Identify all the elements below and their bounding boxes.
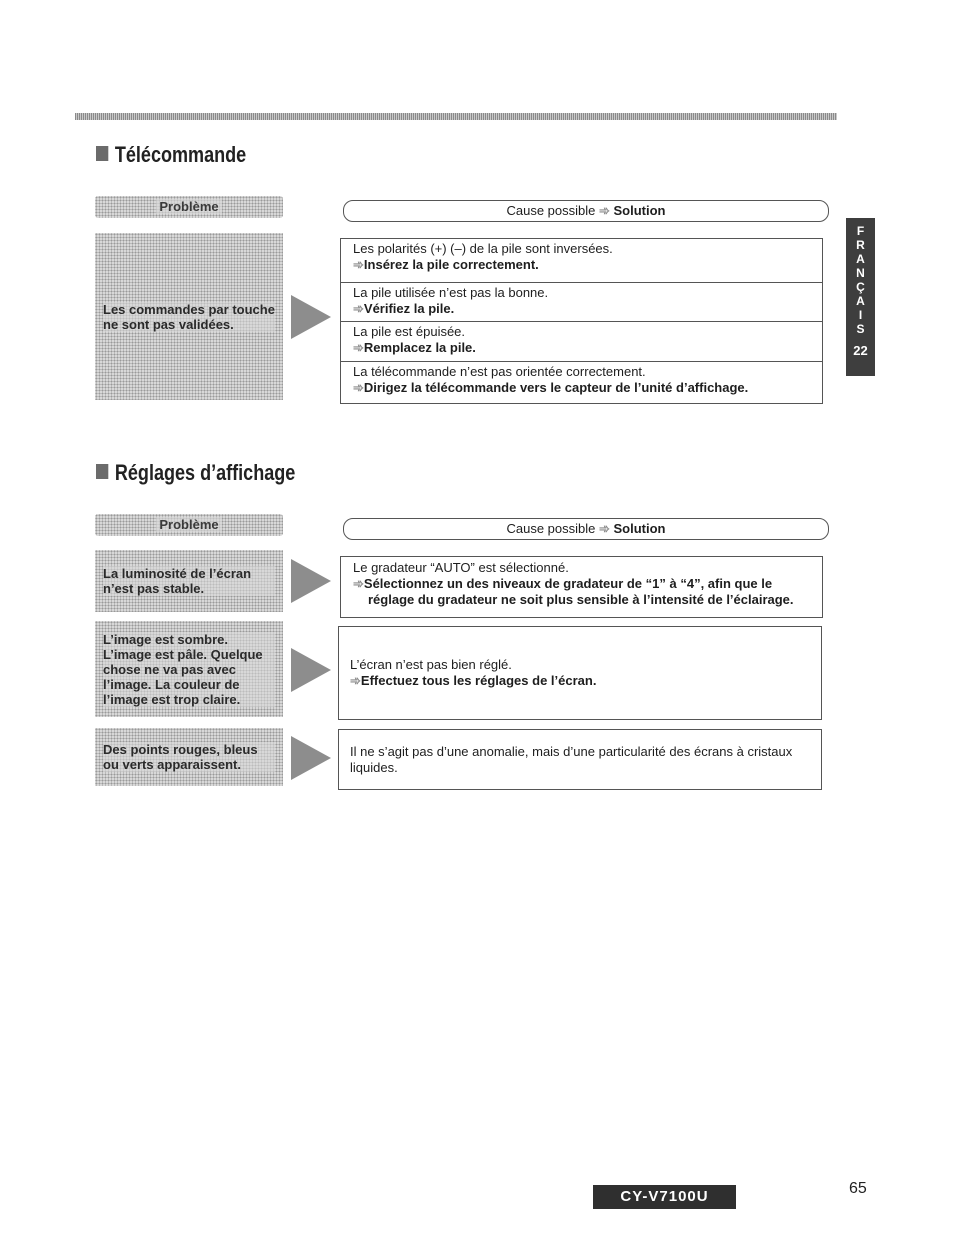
arrow-right-icon: ➾	[353, 301, 364, 316]
arrow-right-icon: ➾	[353, 257, 364, 272]
cause-solution-header: Cause possible ➾ Solution	[343, 200, 829, 222]
top-divider-bar	[75, 113, 837, 120]
section-title-reglages-affichage: Réglages d’affichage	[96, 460, 295, 486]
solution-box: L’écran n’est pas bien réglé. ➾Effectuez tous les réglages de l’écran.	[338, 626, 822, 720]
problem-header: Problème	[95, 196, 283, 218]
solution-table	[340, 238, 823, 404]
solution-row: La pile est épuisée. ➾Remplacez la pile.	[341, 322, 822, 362]
problem-box: Les commandes par touche ne sont pas validées.	[95, 233, 283, 400]
pointer-arrow-icon	[291, 648, 331, 692]
pointer-arrow-icon	[291, 736, 331, 780]
arrow-right-icon: ➾	[350, 673, 361, 688]
arrow-right-icon: ➾	[353, 380, 364, 395]
arrow-right-icon: ➾	[353, 340, 364, 355]
arrow-right-icon: ➾	[598, 521, 610, 536]
solution-row: Le gradateur “AUTO” est sélectionné. ➾Sélectionnez un des niveaux de gradateur de “1” à “4”, afin que le réglage du gradateur ne soit plus sensible à l’intensité de l’éclairage.	[353, 560, 794, 607]
problem-box: La luminosité de l’écran n’est pas stable.	[95, 550, 283, 612]
language-side-tab: F R A N Ç A I S 22	[846, 218, 875, 376]
pointer-arrow-icon	[291, 559, 331, 603]
pointer-arrow-icon	[291, 295, 331, 339]
problem-box: Des points rouges, bleus ou verts apparaissent.	[95, 728, 283, 786]
solution-row: Les polarités (+) (–) de la pile sont inversées. ➾Insérez la pile correctement.	[341, 239, 822, 283]
problem-box: L’image est sombre. L’image est pâle. Quelque chose ne va pas avec l’image. La couleur de l’image est trop claire.	[95, 621, 283, 717]
arrow-right-icon: ➾	[353, 576, 364, 591]
cause-solution-header: Cause possible ➾ Solution	[343, 518, 829, 540]
problem-header: Problème	[95, 514, 283, 536]
page-number: 65	[849, 1180, 867, 1197]
square-bullet-icon	[96, 464, 108, 479]
square-bullet-icon	[96, 146, 108, 161]
solution-row: La pile utilisée n’est pas la bonne. ➾Vérifiez la pile.	[341, 283, 822, 322]
section-title-telecommande: Télécommande	[96, 142, 246, 168]
solution-row: La télécommande n’est pas orientée correctement. ➾Dirigez la télécommande vers le capteur de l’unité d’affichage.	[353, 364, 749, 395]
solution-box: Il ne s’agit pas d’une anomalie, mais d’une particularité des écrans à cristaux liquides.	[338, 729, 822, 790]
solution-table	[340, 556, 823, 618]
model-badge: CY-V7100U	[593, 1185, 736, 1209]
arrow-right-icon: ➾	[598, 203, 610, 218]
